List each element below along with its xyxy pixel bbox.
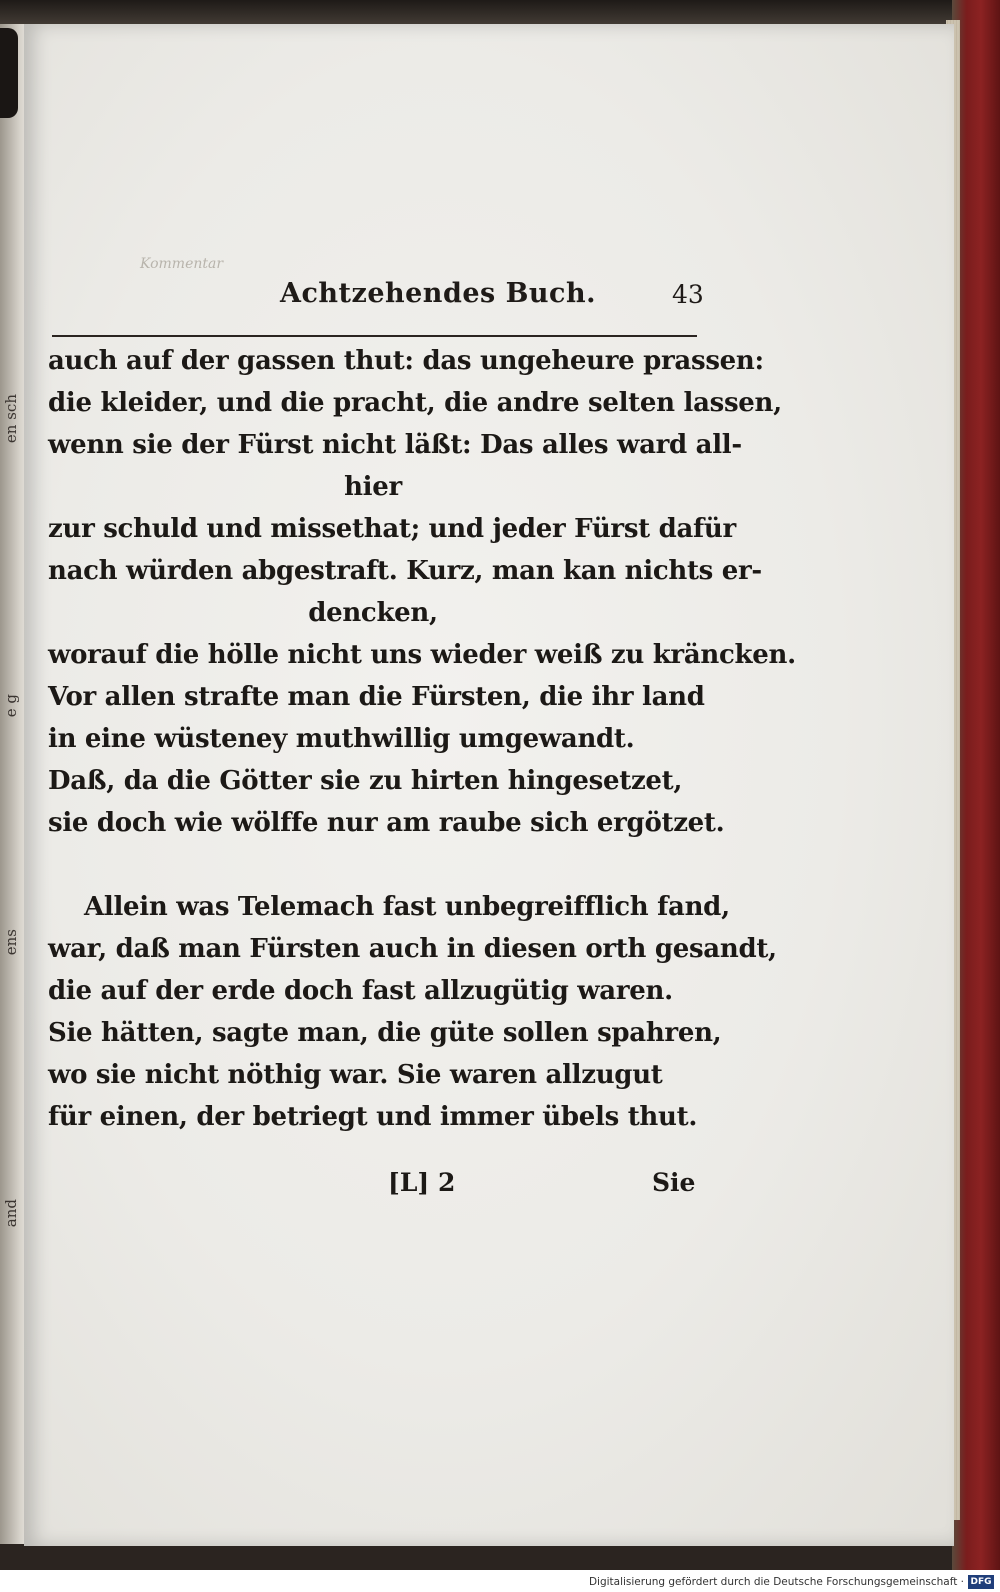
verse-line: wenn sie der Fürst nicht läßt: Das alles ward all- [48, 430, 742, 460]
header-rule [52, 335, 697, 337]
stanza-2 [48, 886, 777, 1138]
verse-line: nach würden abgestraft. Kurz, man kan nichts er- [48, 556, 762, 586]
verse-line: für einen, der betriegt und immer übels thut. [48, 1102, 698, 1132]
verse-line: wo sie nicht nöthig war. Sie waren allzugut [48, 1060, 663, 1090]
page-footer [48, 1168, 708, 1212]
credit-text: Digitalisierung gefördert durch die Deutsche Forschungsgemeinschaft · [588, 1576, 964, 1588]
verse-line: auch auf der gassen thut: das ungeheure prassen: [48, 346, 764, 376]
verse-line: Daß, da die Götter sie zu hirten hingesetzet, [48, 766, 683, 796]
signature-mark: [L] 2 [388, 1168, 456, 1197]
catchword: Sie [652, 1168, 696, 1197]
dfg-logo-icon: DFG [968, 1575, 994, 1589]
book-spine-shadow [0, 28, 18, 118]
page-number: 43 [672, 280, 704, 309]
verse-line: die kleider, und die pracht, die andre selten lassen, [48, 388, 782, 418]
digitization-credit-bar [0, 1570, 1000, 1592]
verse-line: Sie hätten, sagte man, die güte sollen spahren, [48, 1018, 722, 1048]
left-page-fragment: e g [2, 694, 20, 718]
faint-pencil-note: Kommentar [140, 256, 224, 272]
left-page-fragment: en sch [2, 394, 20, 444]
verse-line: war, daß man Fürsten auch in diesen orth gesandt, [48, 934, 777, 964]
left-page-fragment: ens [2, 929, 20, 956]
stanza-1 [48, 340, 796, 844]
verse-line: in eine wüsteney muthwillig umgewandt. [48, 724, 635, 754]
left-page-fragment: and [2, 1199, 20, 1228]
running-header [48, 272, 708, 322]
verse-line: worauf die hölle nicht uns wieder weiß zu kräncken. [48, 640, 796, 670]
verse-line: zur schuld und missethat; und jeder Fürst dafür [48, 514, 736, 544]
running-title: Achtzehendes Buch. [280, 278, 597, 309]
verse-line-runover: hier [344, 472, 402, 502]
verse-line-runover: dencken, [308, 598, 438, 628]
verse-line: Vor allen strafte man die Fürsten, die ihr land [48, 682, 705, 712]
verse-line: Allein was Telemach fast unbegreifflich fand, [84, 892, 730, 922]
verse-line: sie doch wie wölffe nur am raube sich ergötzet. [48, 808, 725, 838]
verse-line: die auf der erde doch fast allzugütig waren. [48, 976, 673, 1006]
